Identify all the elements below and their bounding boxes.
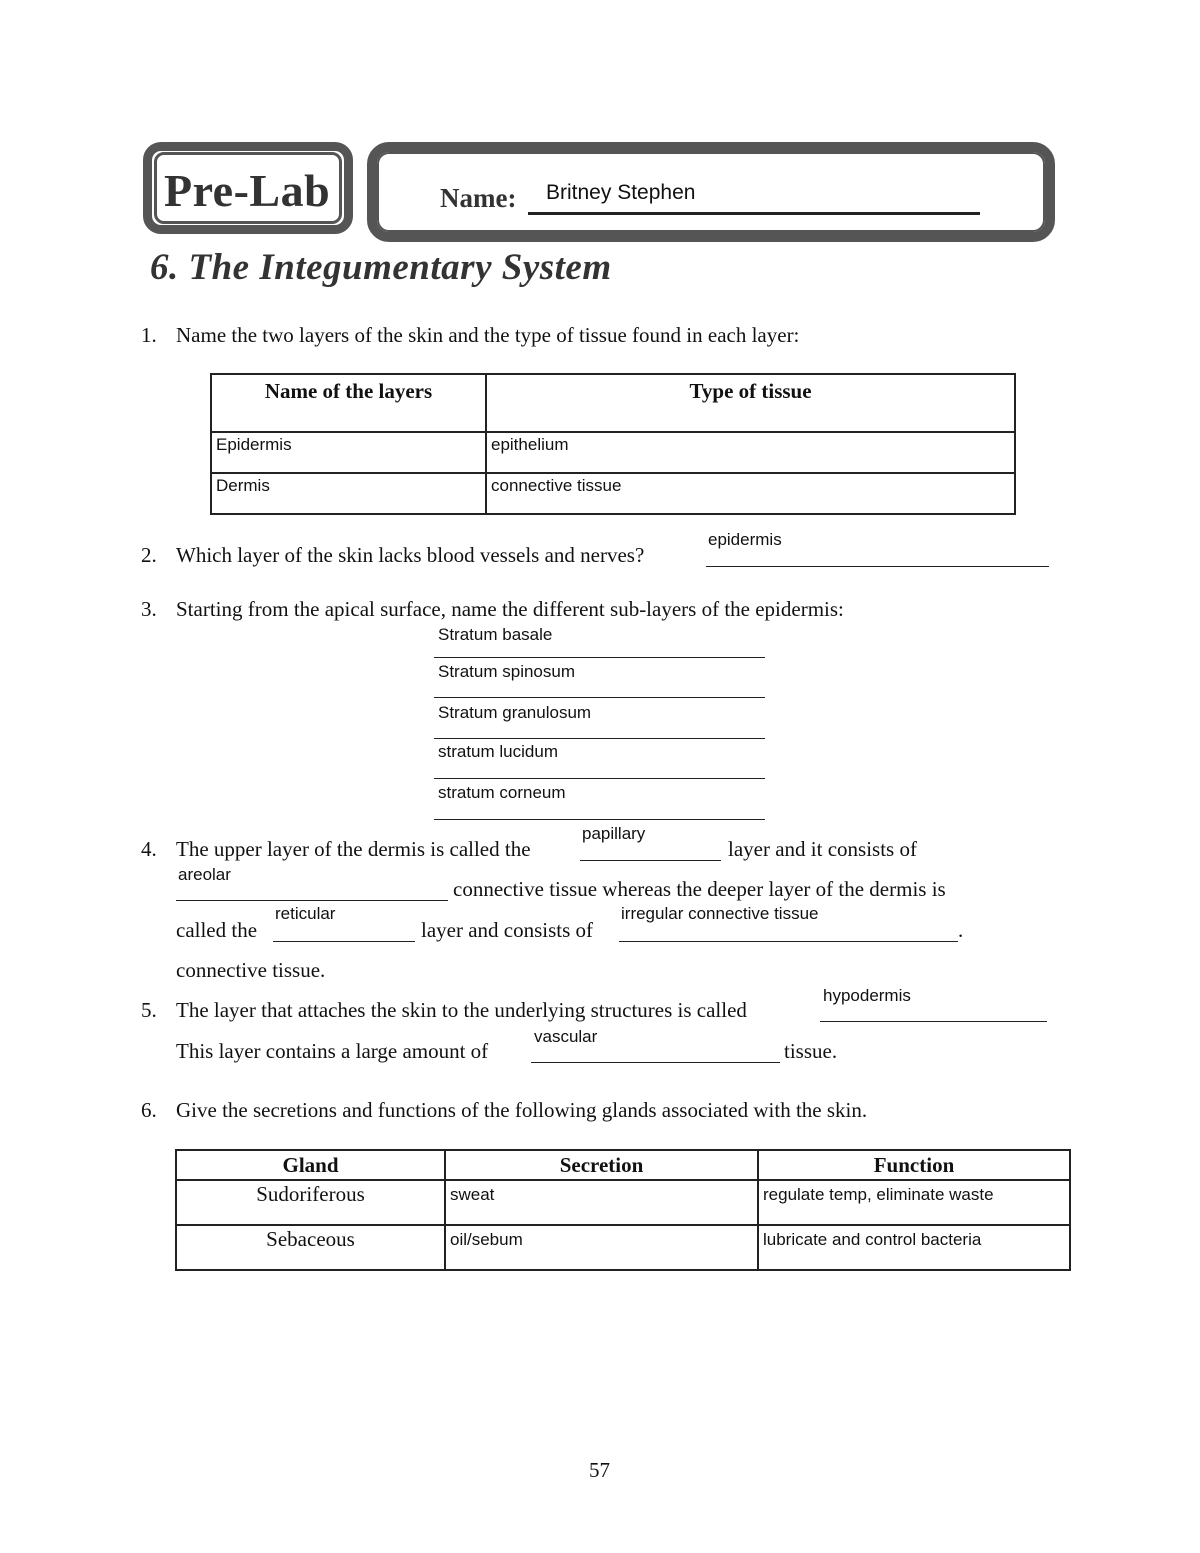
layers-table	[210, 373, 1016, 515]
q4-answer-reticular[interactable]: reticular	[275, 904, 336, 923]
glands-header-secretion: Secretion	[445, 1150, 758, 1180]
q4-number: 4.	[141, 837, 157, 861]
q4-text-c: connective tissue whereas the deeper layer of the dermis is	[453, 877, 946, 901]
prelab-badge: Pre-Lab	[164, 165, 331, 216]
q4-answer-line	[580, 860, 721, 861]
q2-answer[interactable]: epidermis	[708, 530, 782, 549]
q4-text-a: The upper layer of the dermis is called the	[176, 837, 531, 861]
q4-text-b: layer and it consists of	[728, 837, 917, 861]
q3-answer-line	[434, 657, 765, 658]
q3-answer-2[interactable]: Stratum spinosum	[438, 662, 575, 681]
q4-text-e: layer and consists of	[421, 918, 594, 942]
q4-answer-line	[176, 900, 448, 901]
q4-answer-line	[619, 941, 958, 942]
glands-table	[175, 1149, 1071, 1271]
tissue-type-cell[interactable]: epithelium	[486, 432, 1015, 473]
table-row	[176, 1225, 1070, 1270]
function-cell[interactable]: regulate temp, eliminate waste	[758, 1180, 1070, 1225]
q4-text-d: called the	[176, 918, 258, 942]
q5-answer-vascular[interactable]: vascular	[534, 1027, 598, 1046]
q3-answer-line	[434, 819, 765, 820]
q5-number: 5.	[141, 998, 157, 1022]
name-label: Name:	[440, 183, 517, 213]
q4-answer-irregular[interactable]: irregular connective tissue	[621, 904, 819, 923]
q3-answer-1[interactable]: Stratum basale	[438, 625, 553, 644]
secretion-cell[interactable]: oil/sebum	[445, 1225, 758, 1270]
q3-answer-4[interactable]: stratum lucidum	[438, 742, 558, 761]
q4-answer-papillary[interactable]: papillary	[582, 824, 646, 843]
q1-text: Name the two layers of the skin and the type of tissue found in each layer:	[176, 323, 800, 347]
table-row	[176, 1180, 1070, 1225]
layer-name-cell[interactable]: Epidermis	[211, 432, 486, 473]
q3-answer-line	[434, 738, 765, 739]
q5-text-a: The layer that attaches the skin to the underlying structures is called	[176, 998, 747, 1022]
chapter-title: 6. The Integumentary System	[150, 247, 612, 288]
gland-name-cell: Sudoriferous	[176, 1180, 445, 1225]
q1-number: 1.	[141, 323, 157, 347]
tissue-type-cell[interactable]: connective tissue	[486, 473, 1015, 514]
function-cell[interactable]: lubricate and control bacteria	[758, 1225, 1070, 1270]
q6-text: Give the secretions and functions of the following glands associated with the skin.	[176, 1098, 868, 1122]
q5-text-c: tissue.	[784, 1039, 838, 1063]
name-field[interactable]: Britney Stephen	[546, 181, 696, 204]
layer-name-cell[interactable]: Dermis	[211, 473, 486, 514]
q2-answer-line	[706, 566, 1049, 567]
q2-number: 2.	[141, 543, 157, 567]
gland-name-cell: Sebaceous	[176, 1225, 445, 1270]
q4-text-f: .	[958, 918, 964, 942]
table-row	[211, 473, 1015, 514]
layers-header-tissue: Type of tissue	[486, 374, 1015, 432]
q2-text: Which layer of the skin lacks blood vessels and nerves?	[176, 543, 645, 567]
glands-header-gland: Gland	[176, 1150, 445, 1180]
q3-answer-line	[434, 778, 765, 779]
table-row	[211, 432, 1015, 473]
q3-text: Starting from the apical surface, name the different sub-layers of the epidermis:	[176, 597, 844, 621]
q4-text-g: connective tissue.	[176, 958, 326, 982]
layers-header-name: Name of the layers	[211, 374, 486, 432]
page-number: 57	[589, 1458, 610, 1482]
q4-answer-line	[273, 941, 415, 942]
q6-number: 6.	[141, 1098, 157, 1122]
q5-text-b: This layer contains a large amount of	[176, 1039, 489, 1063]
layers-table-header	[211, 374, 1015, 432]
q3-number: 3.	[141, 597, 157, 621]
q3-answer-3[interactable]: Stratum granulosum	[438, 703, 592, 722]
q5-answer-hypodermis[interactable]: hypodermis	[823, 986, 911, 1005]
q3-answer-line	[434, 697, 765, 698]
q5-answer-line	[820, 1021, 1047, 1022]
q4-answer-areolar[interactable]: areolar	[178, 865, 231, 884]
glands-table-header	[176, 1150, 1070, 1180]
glands-header-function: Function	[758, 1150, 1070, 1180]
q3-answer-5[interactable]: stratum corneum	[438, 783, 566, 802]
name-underline	[528, 212, 980, 215]
secretion-cell[interactable]: sweat	[445, 1180, 758, 1225]
q5-answer-line	[531, 1062, 780, 1063]
